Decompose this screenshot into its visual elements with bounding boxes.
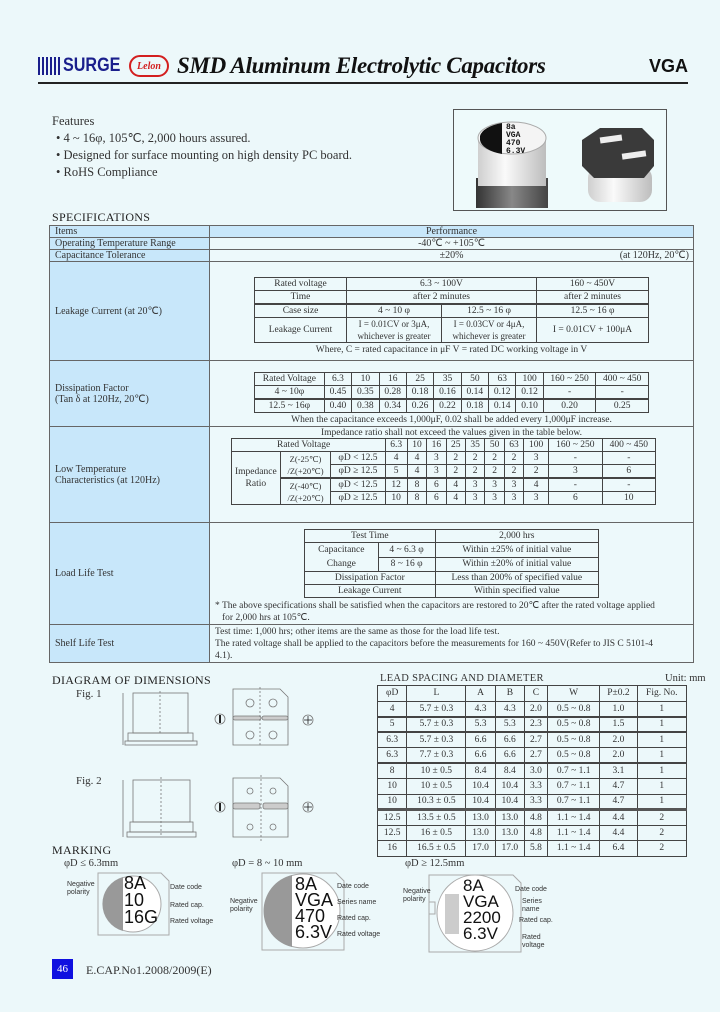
document-reference: E.CAP.No1.2008/2009(E) bbox=[86, 963, 212, 977]
spec-value-cell bbox=[210, 427, 694, 523]
lelon-logo: Lelon bbox=[129, 55, 169, 77]
marking-label: Rated voltage bbox=[170, 918, 214, 925]
spec-value-cell bbox=[210, 361, 694, 427]
spec-label: Low Temperature Characteristics (at 120Hz) bbox=[50, 427, 210, 523]
svg-text:6.3V: 6.3V bbox=[506, 147, 526, 156]
marking-label: Date code bbox=[337, 883, 369, 890]
table-row: 16 16.5 ± 0.5 17.0 17.0 5.8 1.1 ~ 1.4 6.4 2 bbox=[378, 841, 687, 857]
spec-row-operating-temp bbox=[50, 238, 694, 250]
impedance-table: Rated Voltage 6.3 10 16 25 35 50 63 100 160 ~ 250 400 ~ 450 Impedance Ratio Z(-25℃) /Z(+20℃) φD < 12.5 4 4 3 2 2 2 2 3 - - φD ≥ 12.5 5 4 3 2 2 2 2 2 3 6 Z(-40℃) /Z(+20℃) φD < 12.5 12 8 6 4 3 3 3 4 - - φD ≥ 12.5 10 8 6 4 3 3 3 3 6 10 bbox=[231, 438, 656, 505]
spec-label: Shelf Life Test bbox=[50, 625, 210, 663]
spec-label: Load Life Test bbox=[50, 523, 210, 625]
series-code: VGA bbox=[648, 55, 688, 76]
marking-size-large: φD ≥ 12.5mm bbox=[405, 858, 465, 869]
marking-label: Date code bbox=[515, 886, 547, 893]
dimension-diagrams bbox=[118, 685, 378, 845]
shelf-life-text: The rated voltage shall be applied to the capacitors before the measurements for 160 ~ 450V(Refer to JIS C 5101-4 bbox=[215, 638, 654, 649]
table-row: 6.3 7.7 ± 0.3 6.6 6.6 2.7 0.5 ~ 0.8 2.0 1 bbox=[378, 748, 687, 764]
feature-item: • RoHS Compliance bbox=[56, 164, 352, 181]
marking-label: Rated voltage bbox=[337, 931, 381, 938]
marking-label: Rated cap. bbox=[337, 915, 371, 922]
spec-label: Leakage Current (at 20℃) bbox=[50, 262, 210, 361]
feature-item: • 4 ~ 16φ, 105℃, 2,000 hours assured. bbox=[56, 130, 352, 147]
marking-label: Rated cap. bbox=[519, 917, 553, 924]
low-temp-intro: Impedance ratio shall not exceed the values given in the table below. bbox=[320, 428, 583, 438]
marking-label: Rated voltage bbox=[522, 934, 545, 949]
marking-label: Series name bbox=[337, 899, 377, 906]
specifications-title: SPECIFICATIONS bbox=[52, 210, 151, 224]
load-life-note: * The above specifications shall be satisfied when the capacitors are restored to 20℃ after the rated voltage applied bbox=[215, 601, 655, 611]
spec-label: Capacitance Tolerance bbox=[50, 250, 210, 262]
document-title: SMD Aluminum Electrolytic Capacitors bbox=[177, 53, 546, 78]
dissipation-table: Rated Voltage 6.3 10 16 25 35 50 63 100 160 ~ 250 400 ~ 450 4 ~ 10φ 0.45 0.35 0.28 0.18 0.16 0.14 0.12 0.12 - - 12.5 ~ 16φ 0.40 0.38 0.34 0.26 0.22 0.18 0.14 0.10 0.20 0.25 bbox=[254, 372, 649, 413]
spec-label: Dissipation Factor (Tan δ at 120Hz, 20℃) bbox=[50, 361, 210, 427]
items-header: Items bbox=[50, 226, 210, 238]
table-row: 4 5.7 ± 0.3 4.3 4.3 2.0 0.5 ~ 0.8 1.0 1 bbox=[378, 701, 687, 717]
spec-header-row bbox=[50, 226, 694, 238]
performance-header: Performance bbox=[210, 226, 694, 238]
spec-condition: (at 120Hz, 20℃) bbox=[619, 250, 689, 261]
spec-row-load-life bbox=[50, 523, 694, 625]
feature-item: • Designed for surface mounting on high density PC board. bbox=[56, 147, 352, 164]
spec-row-cap-tolerance bbox=[50, 250, 694, 262]
table-row: 12.5 16 ± 0.5 13.0 13.0 4.8 1.1 ~ 1.4 4.4 2 bbox=[378, 825, 687, 841]
specifications-table bbox=[49, 225, 694, 663]
marking-label: Series name bbox=[522, 898, 542, 913]
shelf-life-text: 4.1). bbox=[215, 650, 233, 661]
table-row: 12.5 13.5 ± 0.5 13.0 13.0 4.8 1.1 ~ 1.4 4.4 2 bbox=[378, 810, 687, 826]
lead-spacing-title: LEAD SPACING AND DIAMETER bbox=[380, 673, 544, 684]
leakage-note: Where, C = rated capacitance in μF V = rated DC working voltage in V bbox=[315, 345, 588, 355]
load-life-table: Test Time 2,000 hrs Capacitance Change 4 ~ 6.3 φ Within ±25% of initial value 8 ~ 16 φ Within ±20% of initial value Dissipation Factor Less than 200% of specified value Leakage Current Within specified value bbox=[304, 529, 599, 598]
page-header bbox=[38, 54, 688, 84]
marking-title: MARKING bbox=[52, 843, 112, 857]
spec-row-leakage bbox=[50, 262, 694, 361]
marking-text: 8A VGA 470 6.3V bbox=[295, 874, 334, 942]
capacitor-photo-icon bbox=[454, 110, 667, 211]
leakage-table: Rated voltage 6.3 ~ 100V 160 ~ 450V Time after 2 minutes after 2 minutes Case size 4 ~ 10 φ 12.5 ~ 16 φ 12.5 ~ 16 φ Leakage Current I = 0.01CV or 3μA, whichever is greater I = 0.03CV or 4μA, whichever is greater I = 0.01CV + 100μA bbox=[254, 277, 649, 343]
spec-value-cell bbox=[210, 523, 694, 625]
unit-label: Unit: mm bbox=[665, 673, 706, 684]
lead-spacing-table bbox=[377, 685, 687, 857]
table-row: 8 10 ± 0.5 8.4 8.4 3.0 0.7 ~ 1.1 3.1 1 bbox=[378, 763, 687, 779]
spec-value-cell bbox=[210, 250, 694, 262]
svg-text:8a: 8a bbox=[506, 123, 516, 132]
table-row: 10 10.3 ± 0.5 10.4 10.4 3.3 0.7 ~ 1.1 4.7 1 bbox=[378, 794, 687, 810]
fig2-label: Fig. 2 bbox=[76, 775, 102, 787]
dissipation-note: When the capacitance exceeds 1,000μF, 0.02 shall be added every 1,000μF increase. bbox=[291, 415, 612, 425]
spec-label: Operating Temperature Range bbox=[50, 238, 210, 250]
spec-value: -40℃ ~ +105℃ bbox=[210, 238, 694, 250]
spec-row-low-temp bbox=[50, 427, 694, 523]
brand-name: SURGE bbox=[63, 55, 121, 76]
marking-size-small: φD ≤ 6.3mm bbox=[64, 858, 119, 869]
marking-text: 8A VGA 2200 6.3V bbox=[463, 876, 501, 943]
features-list bbox=[52, 130, 352, 181]
dimensions-title: DIAGRAM OF DIMENSIONS bbox=[52, 673, 211, 687]
spec-row-shelf-life bbox=[50, 625, 694, 663]
table-row: 6.3 5.7 ± 0.3 6.6 6.6 2.7 0.5 ~ 0.8 2.0 1 bbox=[378, 732, 687, 748]
spec-value-cell bbox=[210, 262, 694, 361]
features-section bbox=[52, 113, 352, 181]
marking-label: Negative polarity bbox=[403, 888, 431, 903]
fig1-label: Fig. 1 bbox=[76, 688, 102, 700]
shelf-life-text: Test time: 1,000 hrs; other items are the same as those for the load life test. bbox=[215, 626, 500, 637]
marking-label: Rated cap. bbox=[170, 902, 204, 909]
load-life-note: for 2,000 hrs at 105℃. bbox=[222, 613, 310, 623]
svg-text:470: 470 bbox=[506, 139, 521, 148]
surge-logo bbox=[38, 55, 125, 77]
svg-text:VGA: VGA bbox=[506, 131, 521, 140]
product-photo bbox=[453, 109, 667, 211]
marking-label: Negative polarity bbox=[67, 881, 95, 896]
barcode-icon bbox=[38, 57, 60, 75]
spec-value: ±20% bbox=[439, 250, 464, 261]
marking-size-medium: φD = 8 ~ 10 mm bbox=[232, 858, 303, 869]
features-title: Features bbox=[52, 114, 95, 128]
table-header-row: φD L A B C W P±0.2 Fig. No. bbox=[378, 686, 687, 702]
spec-value-cell bbox=[210, 625, 694, 663]
marking-label: Negative polarity bbox=[230, 898, 258, 913]
marking-text: 8A 10 16G bbox=[124, 873, 159, 927]
page-number: 46 bbox=[52, 959, 73, 979]
marking-label: Date code bbox=[170, 884, 202, 891]
table-row: 10 10 ± 0.5 10.4 10.4 3.3 0.7 ~ 1.1 4.7 1 bbox=[378, 779, 687, 795]
table-row: 5 5.7 ± 0.3 5.3 5.3 2.3 0.5 ~ 0.8 1.5 1 bbox=[378, 717, 687, 733]
spec-row-dissipation bbox=[50, 361, 694, 427]
